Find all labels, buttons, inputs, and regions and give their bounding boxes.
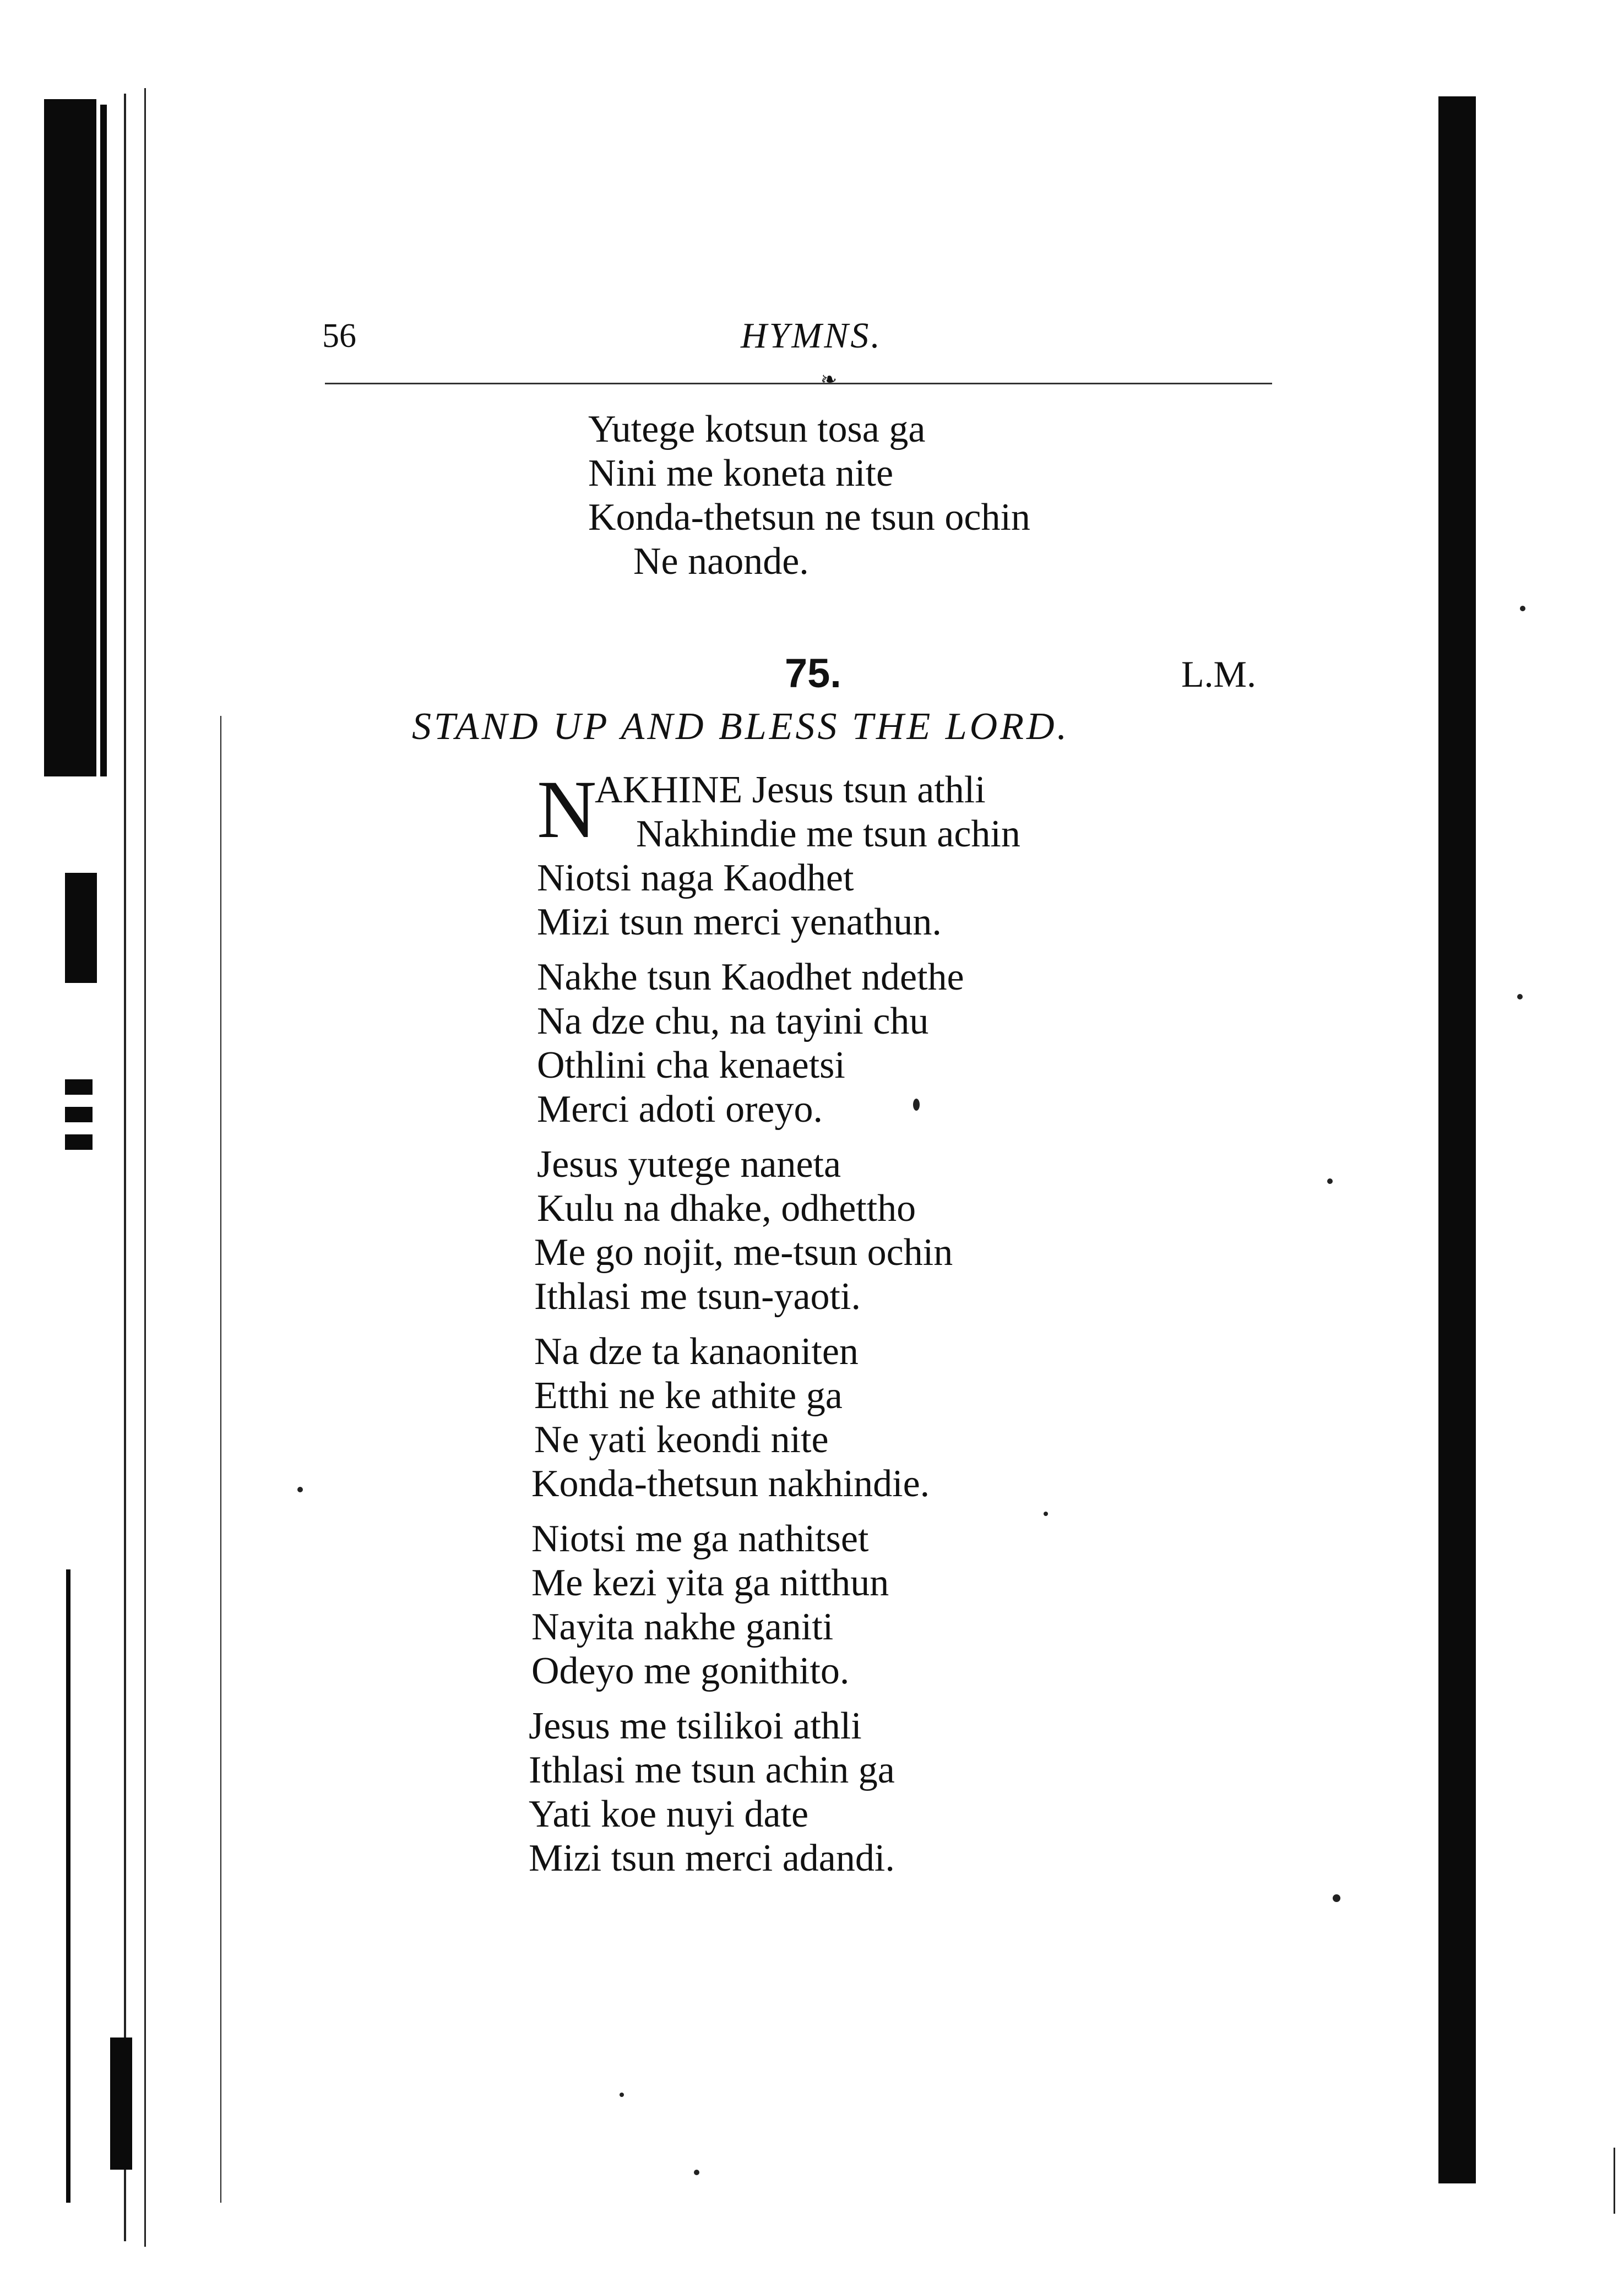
scan-speck (1044, 1512, 1048, 1516)
verse-line: Yutege kotsun tosa ga (588, 408, 926, 450)
header-ornament: ❧ (821, 368, 838, 390)
verse-line: Mizi tsun merci adandi. (529, 1837, 895, 1879)
scan-speck (1520, 606, 1525, 611)
hymn-number: 75. (785, 650, 841, 696)
verse-line: Etthi ne ke athite ga (534, 1374, 843, 1417)
header-rule (325, 383, 1272, 384)
verse-line: Ne yati keondi nite (534, 1419, 829, 1461)
scan-edge-bar (1438, 96, 1476, 2183)
scan-edge-line (144, 88, 146, 2247)
scan-speck (620, 2093, 624, 2097)
verse-line: Mizi tsun merci yenathun. (537, 901, 942, 943)
scan-edge-bar (65, 1107, 93, 1122)
scan-edge-bar (65, 1079, 93, 1095)
verse-line: Niotsi naga Kaodhet (537, 857, 854, 899)
scan-edge-bar (110, 2038, 132, 2170)
scan-edge-bar (65, 873, 97, 983)
verse-line: Nakhe tsun Kaodhet ndethe (537, 956, 964, 998)
verse-line: Othlini cha kenaetsi (537, 1044, 845, 1086)
scan-speck (1333, 1894, 1340, 1902)
verse-line: Kulu na dhake, odhettho (537, 1187, 916, 1230)
verse-line: Me kezi yita ga nitthun (531, 1562, 889, 1604)
verse-line: Merci adoti oreyo. (537, 1088, 823, 1131)
verse-line: Nayita nakhe ganiti (531, 1606, 834, 1648)
scan-edge-bar (100, 105, 107, 776)
verse-line: Konda-thetsun nakhindie. (531, 1463, 930, 1505)
verse-line: Nini me koneta nite (588, 452, 894, 495)
verse-line: Nakhindie me tsun achin (636, 813, 1020, 855)
scan-edge-line (220, 716, 221, 2203)
verse-line: Ithlasi me tsun achin ga (529, 1749, 895, 1791)
verse-line: Konda-thetsun ne tsun ochin (588, 496, 1030, 539)
scan-edge-line (124, 94, 126, 2241)
verse-line: Jesus yutege naneta (537, 1143, 841, 1186)
hymn-title: STAND UP AND BLESS THE LORD. (412, 705, 1069, 748)
scan-edge-bar (44, 99, 96, 776)
verse-line: Odeyo me gonithito. (531, 1650, 850, 1692)
verse-line: Niotsi me ga nathitset (531, 1518, 869, 1560)
scan-edge-bar (65, 1134, 93, 1150)
scan-speck (1327, 1178, 1333, 1184)
scan-speck (694, 2170, 699, 2175)
verse-line: Ne naonde. (633, 540, 809, 583)
verse-line: Jesus me tsilikoi athli (529, 1705, 862, 1747)
verse-line: Na dze ta kanaoniten (534, 1330, 859, 1373)
scan-edge-line (1614, 2148, 1615, 2214)
drop-cap: N (537, 764, 597, 855)
verse-line: Na dze chu, na tayini chu (537, 1000, 929, 1042)
verse-line: Me go nojit, me-tsun ochin (534, 1231, 953, 1274)
verse-line: Ithlasi me tsun-yaoti. (534, 1275, 861, 1318)
verse-line: Yati koe nuyi date (529, 1793, 809, 1835)
scan-edge-bar (66, 1569, 70, 2203)
scan-speck (913, 1099, 920, 1111)
page-number: 56 (322, 317, 356, 355)
scan-speck (297, 1487, 303, 1492)
verse-line: AKHINE Jesus tsun athli (595, 769, 986, 811)
scan-speck (1517, 994, 1523, 999)
running-title: HYMNS. (741, 316, 882, 356)
hymn-meter: L.M. (1181, 653, 1256, 695)
